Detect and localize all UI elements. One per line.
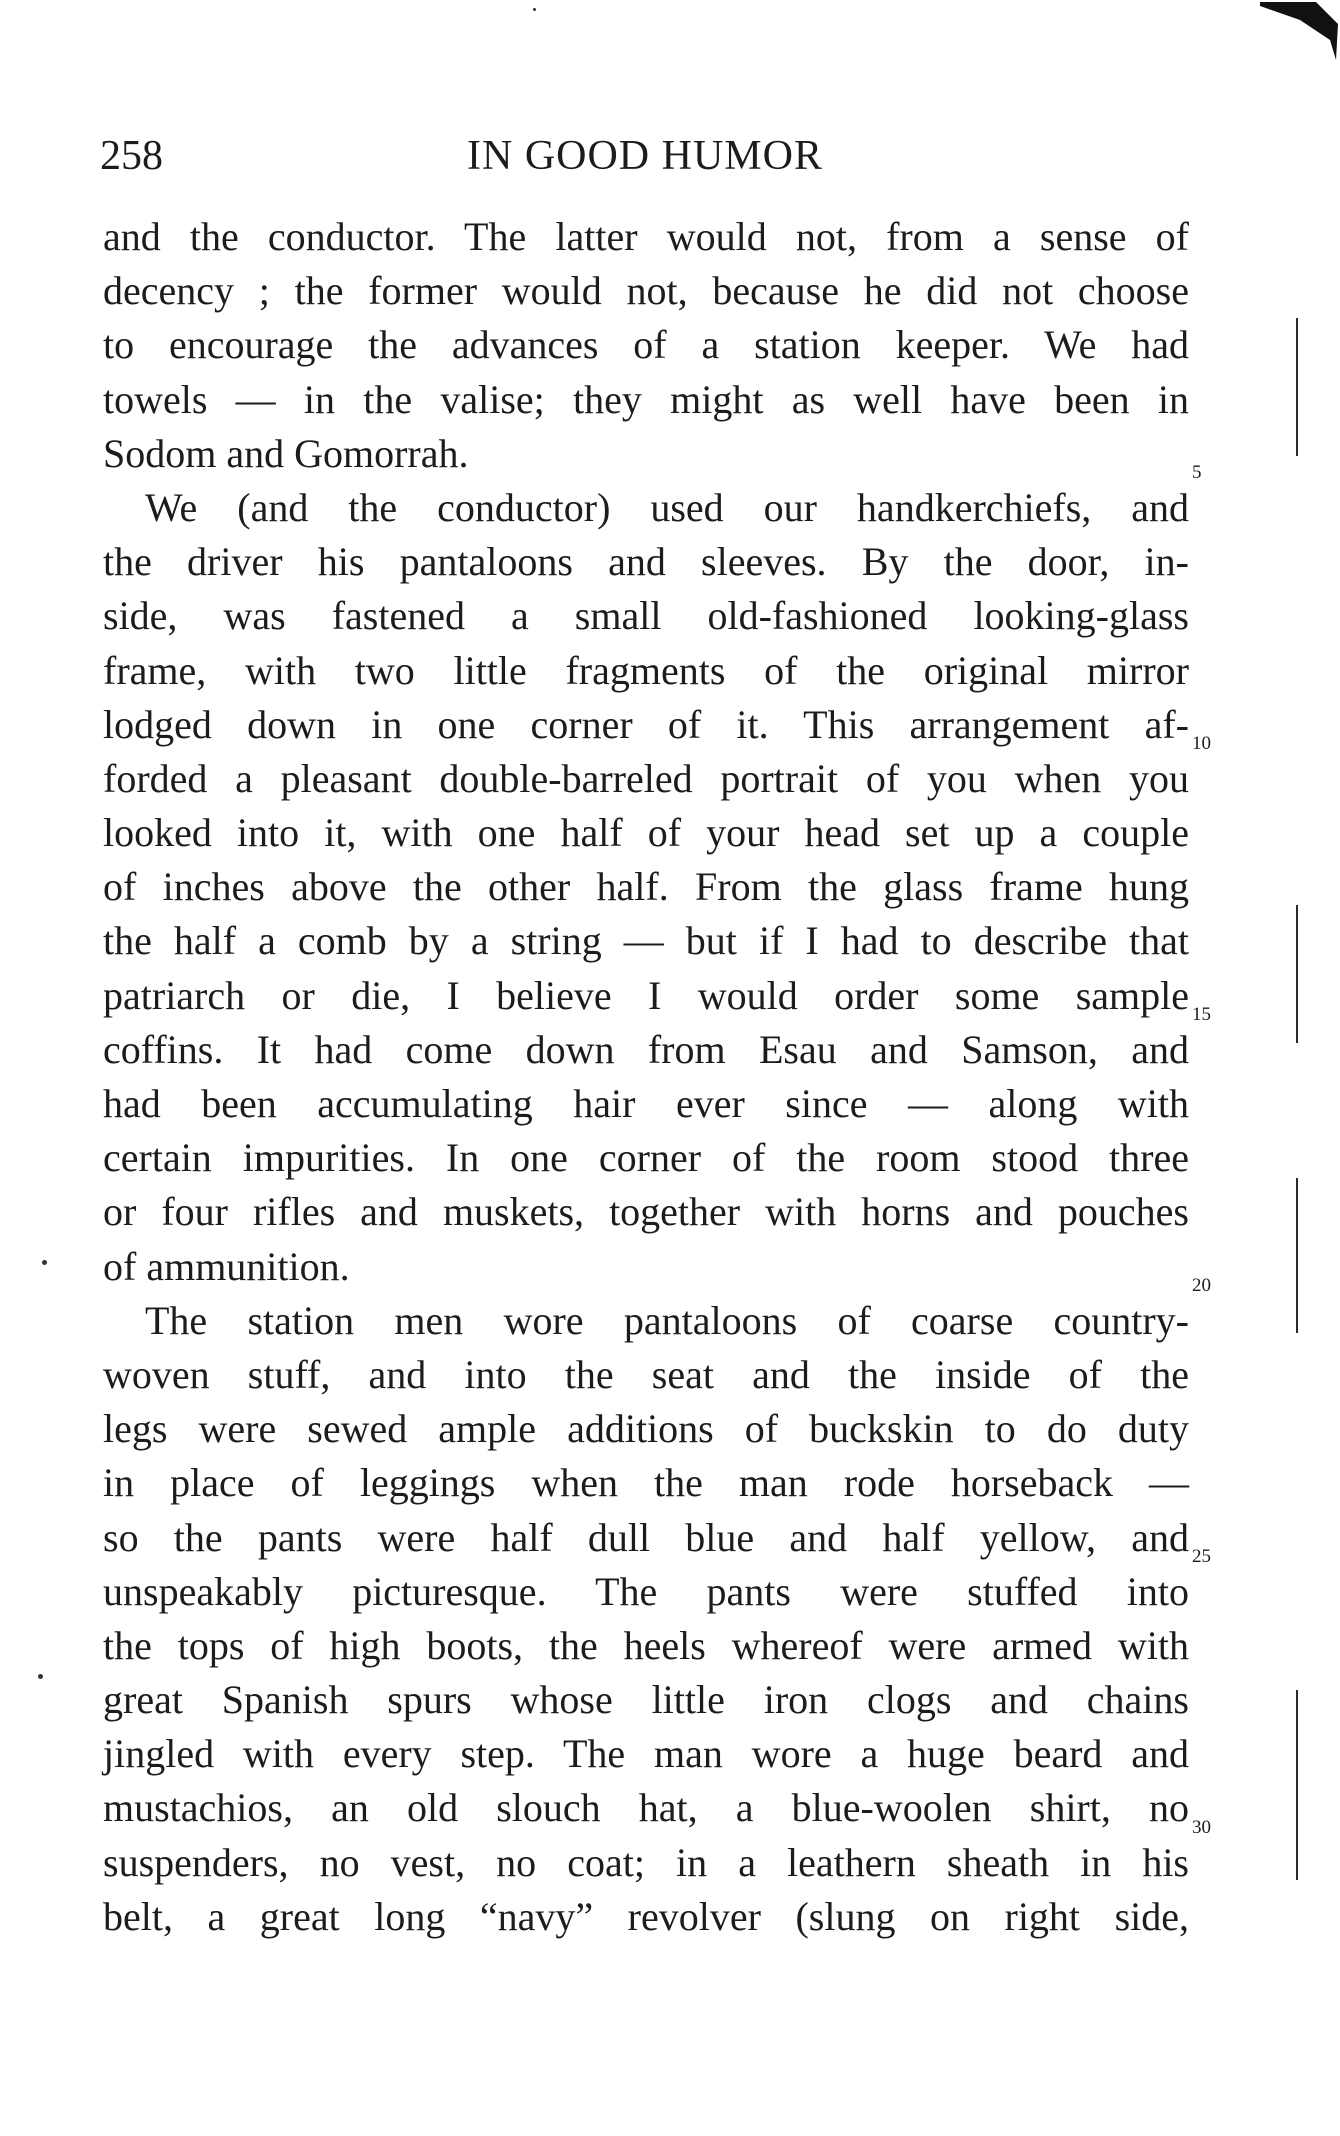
page-corner-mark — [1260, 0, 1340, 70]
line-number: 20 — [1192, 1275, 1211, 1296]
body-text — [103, 210, 1189, 1944]
ink-speck — [533, 8, 536, 11]
text-line: coffins. It had come down from Esau and Samson, and — [103, 1026, 1189, 1072]
page-header — [100, 132, 1190, 192]
text-line: decency ; the former would not, because he did not choose — [103, 268, 1189, 314]
text-line: great Spanish spurs whose little iron clogs and chains — [103, 1677, 1189, 1723]
text-line: in place of leggings when the man rode horseback — — [103, 1460, 1189, 1506]
text-line: certain impurities. In one corner of the room stood three — [103, 1135, 1189, 1181]
text-line: woven stuff, and into the seat and the inside of the — [103, 1351, 1189, 1397]
text-line: the driver his pantaloons and sleeves. By the door, in- — [103, 539, 1189, 585]
margin-rule — [1296, 318, 1298, 456]
running-title: IN GOOD HUMOR — [467, 133, 823, 179]
page-number: 258 — [100, 133, 163, 179]
text-line: frame, with two little fragments of the original mirror — [103, 647, 1189, 693]
text-line: had been accumulating hair ever since — along with — [103, 1081, 1189, 1126]
text-line: We (and the conductor) used our handkerchiefs, and — [145, 484, 1189, 530]
text-line: belt, a great long “navy” revolver (slung on right side, — [103, 1893, 1189, 1939]
text-line: towels — in the valise; they might as well have been in — [103, 376, 1189, 422]
text-line: and the conductor. The latter would not, from a sense of — [103, 214, 1189, 259]
text-line: unspeakably picturesque. The pants were stuffed into — [103, 1568, 1189, 1614]
line-number: 15 — [1192, 1004, 1211, 1025]
text-line: to encourage the advances of a station keeper. We had — [103, 322, 1189, 368]
text-line: The station men wore pantaloons of coarse country- — [145, 1297, 1189, 1343]
text-line: legs were sewed ample additions of buckskin to do duty — [103, 1406, 1189, 1452]
text-line: lodged down in one corner of it. This arrangement af- — [103, 701, 1189, 747]
text-line: looked into it, with one half of your head set up a couple — [103, 810, 1189, 856]
text-line: mustachios, an old slouch hat, a blue-woolen shirt, no — [103, 1785, 1189, 1831]
margin-rule — [1296, 905, 1298, 1043]
text-line: of inches above the other half. From the glass frame hung — [103, 864, 1189, 910]
line-number: 10 — [1192, 733, 1211, 754]
ink-speck — [38, 1674, 43, 1679]
text-line: forded a pleasant double-barreled portrait of you when you — [103, 755, 1189, 801]
text-line: the tops of high boots, the heels whereof were armed with — [103, 1622, 1189, 1668]
margin-rule — [1296, 1690, 1298, 1880]
text-line: so the pants were half dull blue and half yellow, and — [103, 1514, 1189, 1560]
margin-rule — [1296, 1178, 1298, 1333]
text-line: jingled with every step. The man wore a huge beard and — [103, 1731, 1189, 1777]
text-line: patriarch or die, I believe I would order some sample — [103, 972, 1189, 1018]
line-number: 25 — [1192, 1546, 1211, 1567]
text-line: side, was fastened a small old-fashioned looking-glass — [103, 593, 1189, 639]
text-line: Sodom and Gomorrah. — [103, 430, 469, 476]
text-line: suspenders, no vest, no coat; in a leathern sheath in his — [103, 1839, 1189, 1885]
line-number: 5 — [1192, 462, 1202, 483]
line-number: 30 — [1192, 1817, 1211, 1838]
text-line: or four rifles and muskets, together with horns and pouches — [103, 1189, 1189, 1235]
text-line: the half a comb by a string — but if I had to describe that — [103, 918, 1189, 964]
text-line: of ammunition. — [103, 1243, 350, 1289]
ink-speck — [42, 1260, 47, 1265]
